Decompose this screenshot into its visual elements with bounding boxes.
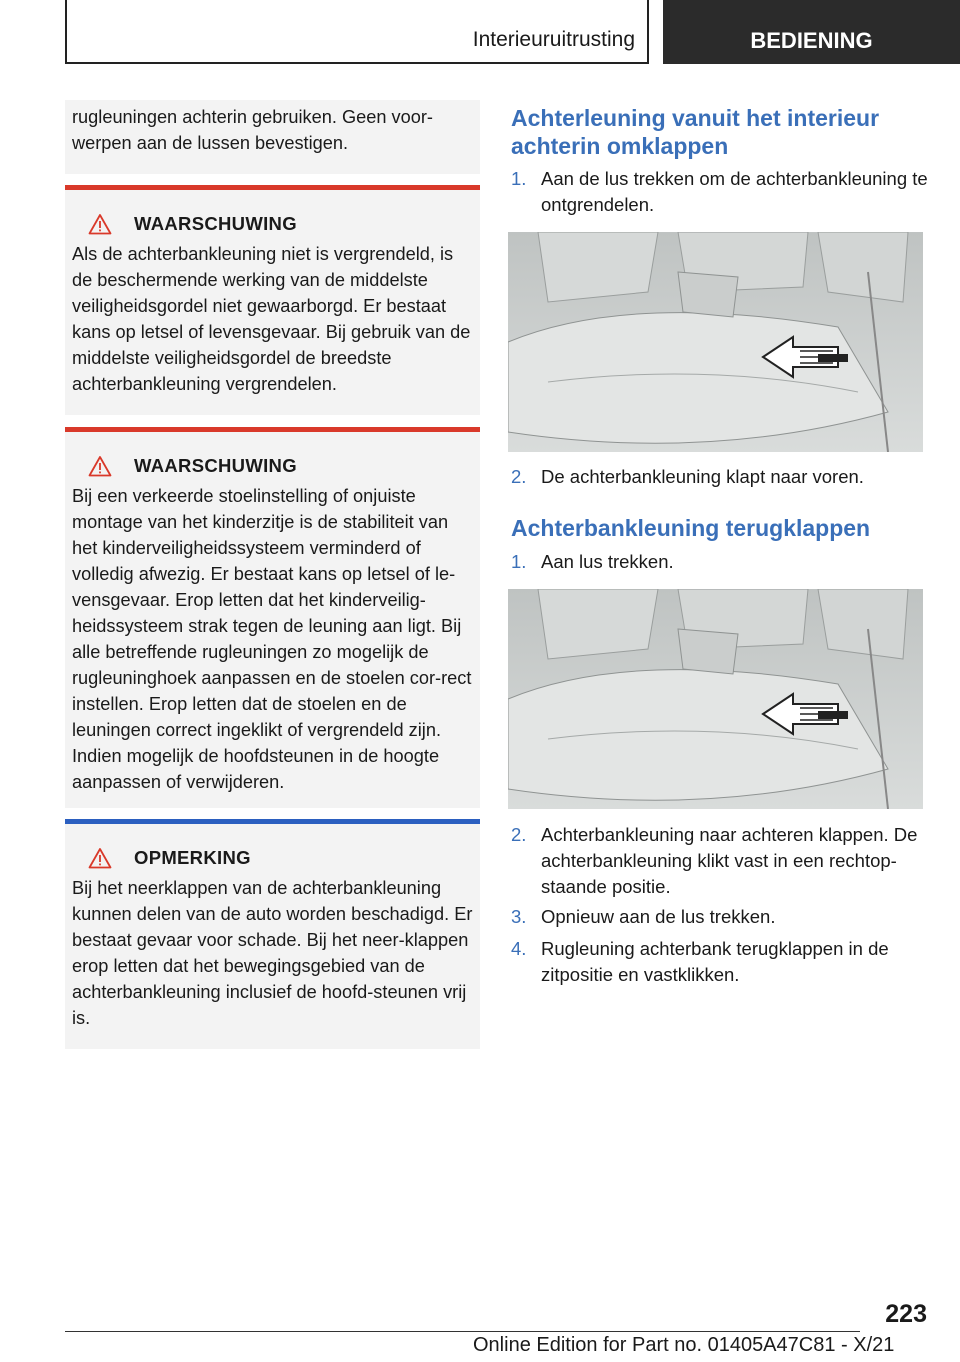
step-text: Aan de lus trekken om de achterbankleuning te ontgrendelen.: [541, 168, 928, 215]
step-number: 2.: [511, 824, 527, 845]
warning-box-1: [65, 185, 480, 415]
intro-box: [65, 100, 480, 174]
warning-triangle-icon: [88, 455, 112, 477]
step-text: Rugleuning achterbank terugklappen in de zitpositie en vastklikken.: [541, 938, 889, 985]
note-bar: [65, 819, 480, 824]
step-item: [511, 936, 931, 988]
header-chapter-title: BEDIENING: [663, 0, 960, 64]
warning-text: Als de achterbankleuning niet is vergrendeld, is de beschermende werking van de middelste veiligheidsgordel niet gewaarborgd. Er bestaat kans op letsel of levensgevaar. Bij gebruik van de middelste veiligheidsgordel de breedste achterbankleuning vergrendelen.: [72, 244, 471, 394]
header-section-title: Interieuruitrusting: [472, 28, 635, 51]
note-title: OPMERKING: [134, 847, 251, 868]
step-item: [511, 166, 931, 218]
page-number: 223: [885, 1300, 927, 1328]
warning-title: WAARSCHUWING: [134, 455, 297, 476]
step-text: De achterbankleuning klapt naar voren.: [541, 466, 864, 487]
section-heading: Achterleuning vanuit het interieur achterin omklappen: [511, 105, 880, 159]
footer-edition: Online Edition for Part no. 01405A47C81 - X/21: [473, 1334, 895, 1356]
warning-bar: [65, 427, 480, 432]
illustration-seat-return: [508, 589, 923, 809]
section-heading: Achterbankleuning terugklappen: [511, 515, 871, 541]
illustration-seat-fold: [508, 232, 923, 452]
warning-text: Bij een verkeerde stoelinstelling of onjuiste montage van het kinderzitje is de stabiliteit van het kinderveiligheidssysteem verminderd of volledig afwezig. Er bestaat kans op letsel of le-vensgevaar. Erop letten dat het kinderveilig-heidssysteem strak tegen de leuning aan ligt. Bij alle betreffende rugleuningen zo mogelijk de rugleuninghoek aanpassen en de stoelen cor-rect instellen. Erop letten dat de stoelen en de leuningen correct ingeklikt of vergrendeld zijn. Indien mogelijk de hoofdsteunen in de hoogte aanpassen of verwijderen.: [72, 486, 472, 792]
warning-title: WAARSCHUWING: [134, 213, 297, 234]
intro-text: rugleuningen achterin gebruiken. Geen voor-werpen aan de lussen bevestigen.: [72, 107, 433, 153]
warning-triangle-icon: [88, 213, 112, 235]
footer-divider: [65, 1331, 860, 1332]
note-text: Bij het neerklappen van de achterbankleuning kunnen delen van de auto worden beschadigd. Er bestaat gevaar voor schade. Bij het neer-klappen erop letten dat het bewegingsgebied van de achterbankleuning inclusief de hoofd-steunen vrij is.: [72, 878, 473, 1028]
step-text: Aan lus trekken.: [541, 551, 674, 572]
seat-illustration: [508, 232, 923, 452]
warning-bar: [65, 185, 480, 190]
step-text: Opnieuw aan de lus trekken.: [541, 906, 776, 927]
step-number: 3.: [511, 906, 527, 927]
step-text: Achterbankleuning naar achteren klappen. De achterbankleuning klikt vast in een rechtop-staande positie.: [541, 824, 918, 897]
step-number: 1.: [511, 168, 527, 189]
step-number: 2.: [511, 466, 527, 487]
seat-illustration: [508, 589, 923, 809]
step-item: [511, 904, 931, 930]
step-number: 4.: [511, 938, 527, 959]
note-box: [65, 819, 480, 1049]
step-item: [511, 549, 931, 575]
warning-box-2: [65, 427, 480, 808]
step-item: [511, 464, 931, 490]
warning-triangle-icon: [88, 847, 112, 869]
step-item: [511, 822, 931, 900]
step-number: 1.: [511, 551, 527, 572]
